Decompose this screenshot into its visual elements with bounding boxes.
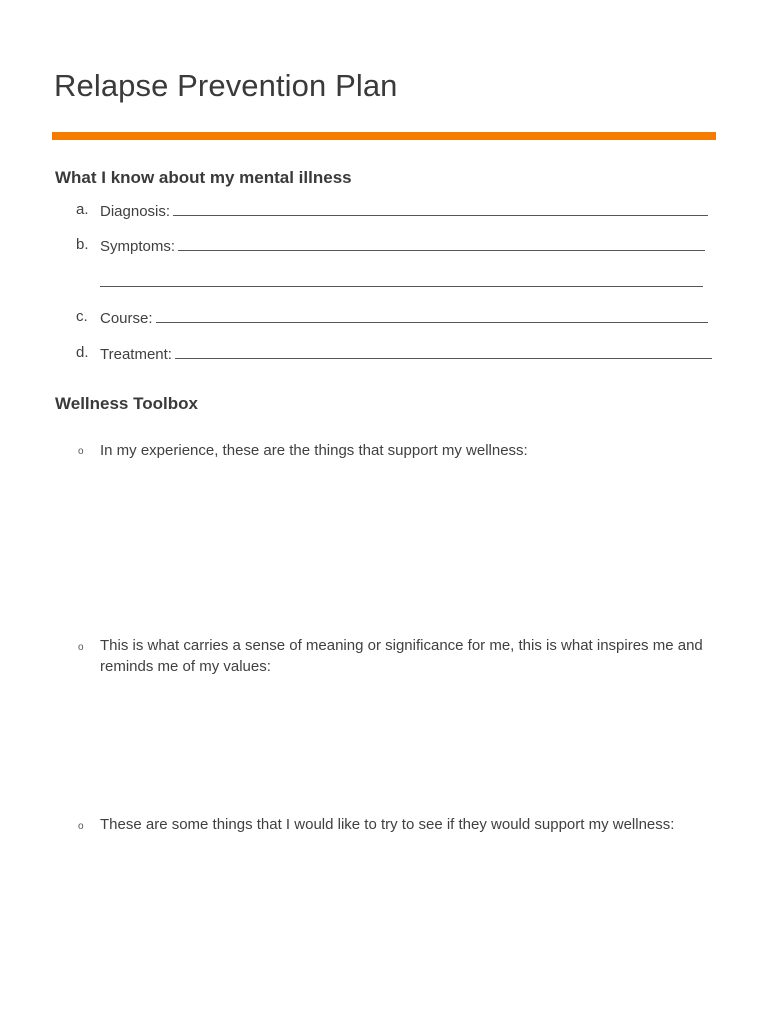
treatment-row	[100, 344, 712, 363]
bullet-circle-icon: o	[78, 821, 84, 832]
bullet-circle-icon: o	[78, 642, 84, 653]
diagnosis-blank-line[interactable]	[173, 201, 708, 216]
symptoms-blank-line-2[interactable]	[100, 272, 703, 287]
symptoms-label: Symptoms:	[100, 238, 176, 255]
list-marker-c: c.	[76, 308, 88, 325]
diagnosis-row	[100, 201, 708, 220]
list-marker-d: d.	[76, 344, 89, 361]
bullet-circle-icon: o	[78, 446, 84, 457]
diagnosis-label: Diagnosis:	[100, 203, 171, 220]
title-divider	[52, 132, 716, 140]
list-marker-b: b.	[76, 236, 89, 253]
symptoms-row	[100, 236, 705, 255]
toolbox-prompt-meaning: This is what carries a sense of meaning or significance for me, this is what inspires me and reminds me of my values:	[100, 637, 703, 675]
symptoms-blank-line[interactable]	[178, 236, 705, 251]
section-heading-mental-illness: What I know about my mental illness	[55, 168, 352, 187]
toolbox-prompt-try: These are some things that I would like to try to see if they would support my wellness:	[100, 816, 675, 833]
section-heading-wellness-toolbox: Wellness Toolbox	[55, 394, 198, 413]
treatment-label: Treatment:	[100, 346, 172, 363]
course-row	[100, 308, 708, 327]
toolbox-prompt-support: In my experience, these are the things that support my wellness:	[100, 442, 528, 459]
treatment-blank-line[interactable]	[175, 344, 712, 359]
symptoms-continuation-row	[100, 272, 703, 291]
course-label: Course:	[100, 310, 153, 327]
page-title: Relapse Prevention Plan	[54, 68, 398, 103]
course-blank-line[interactable]	[156, 308, 708, 323]
list-marker-a: a.	[76, 201, 89, 218]
